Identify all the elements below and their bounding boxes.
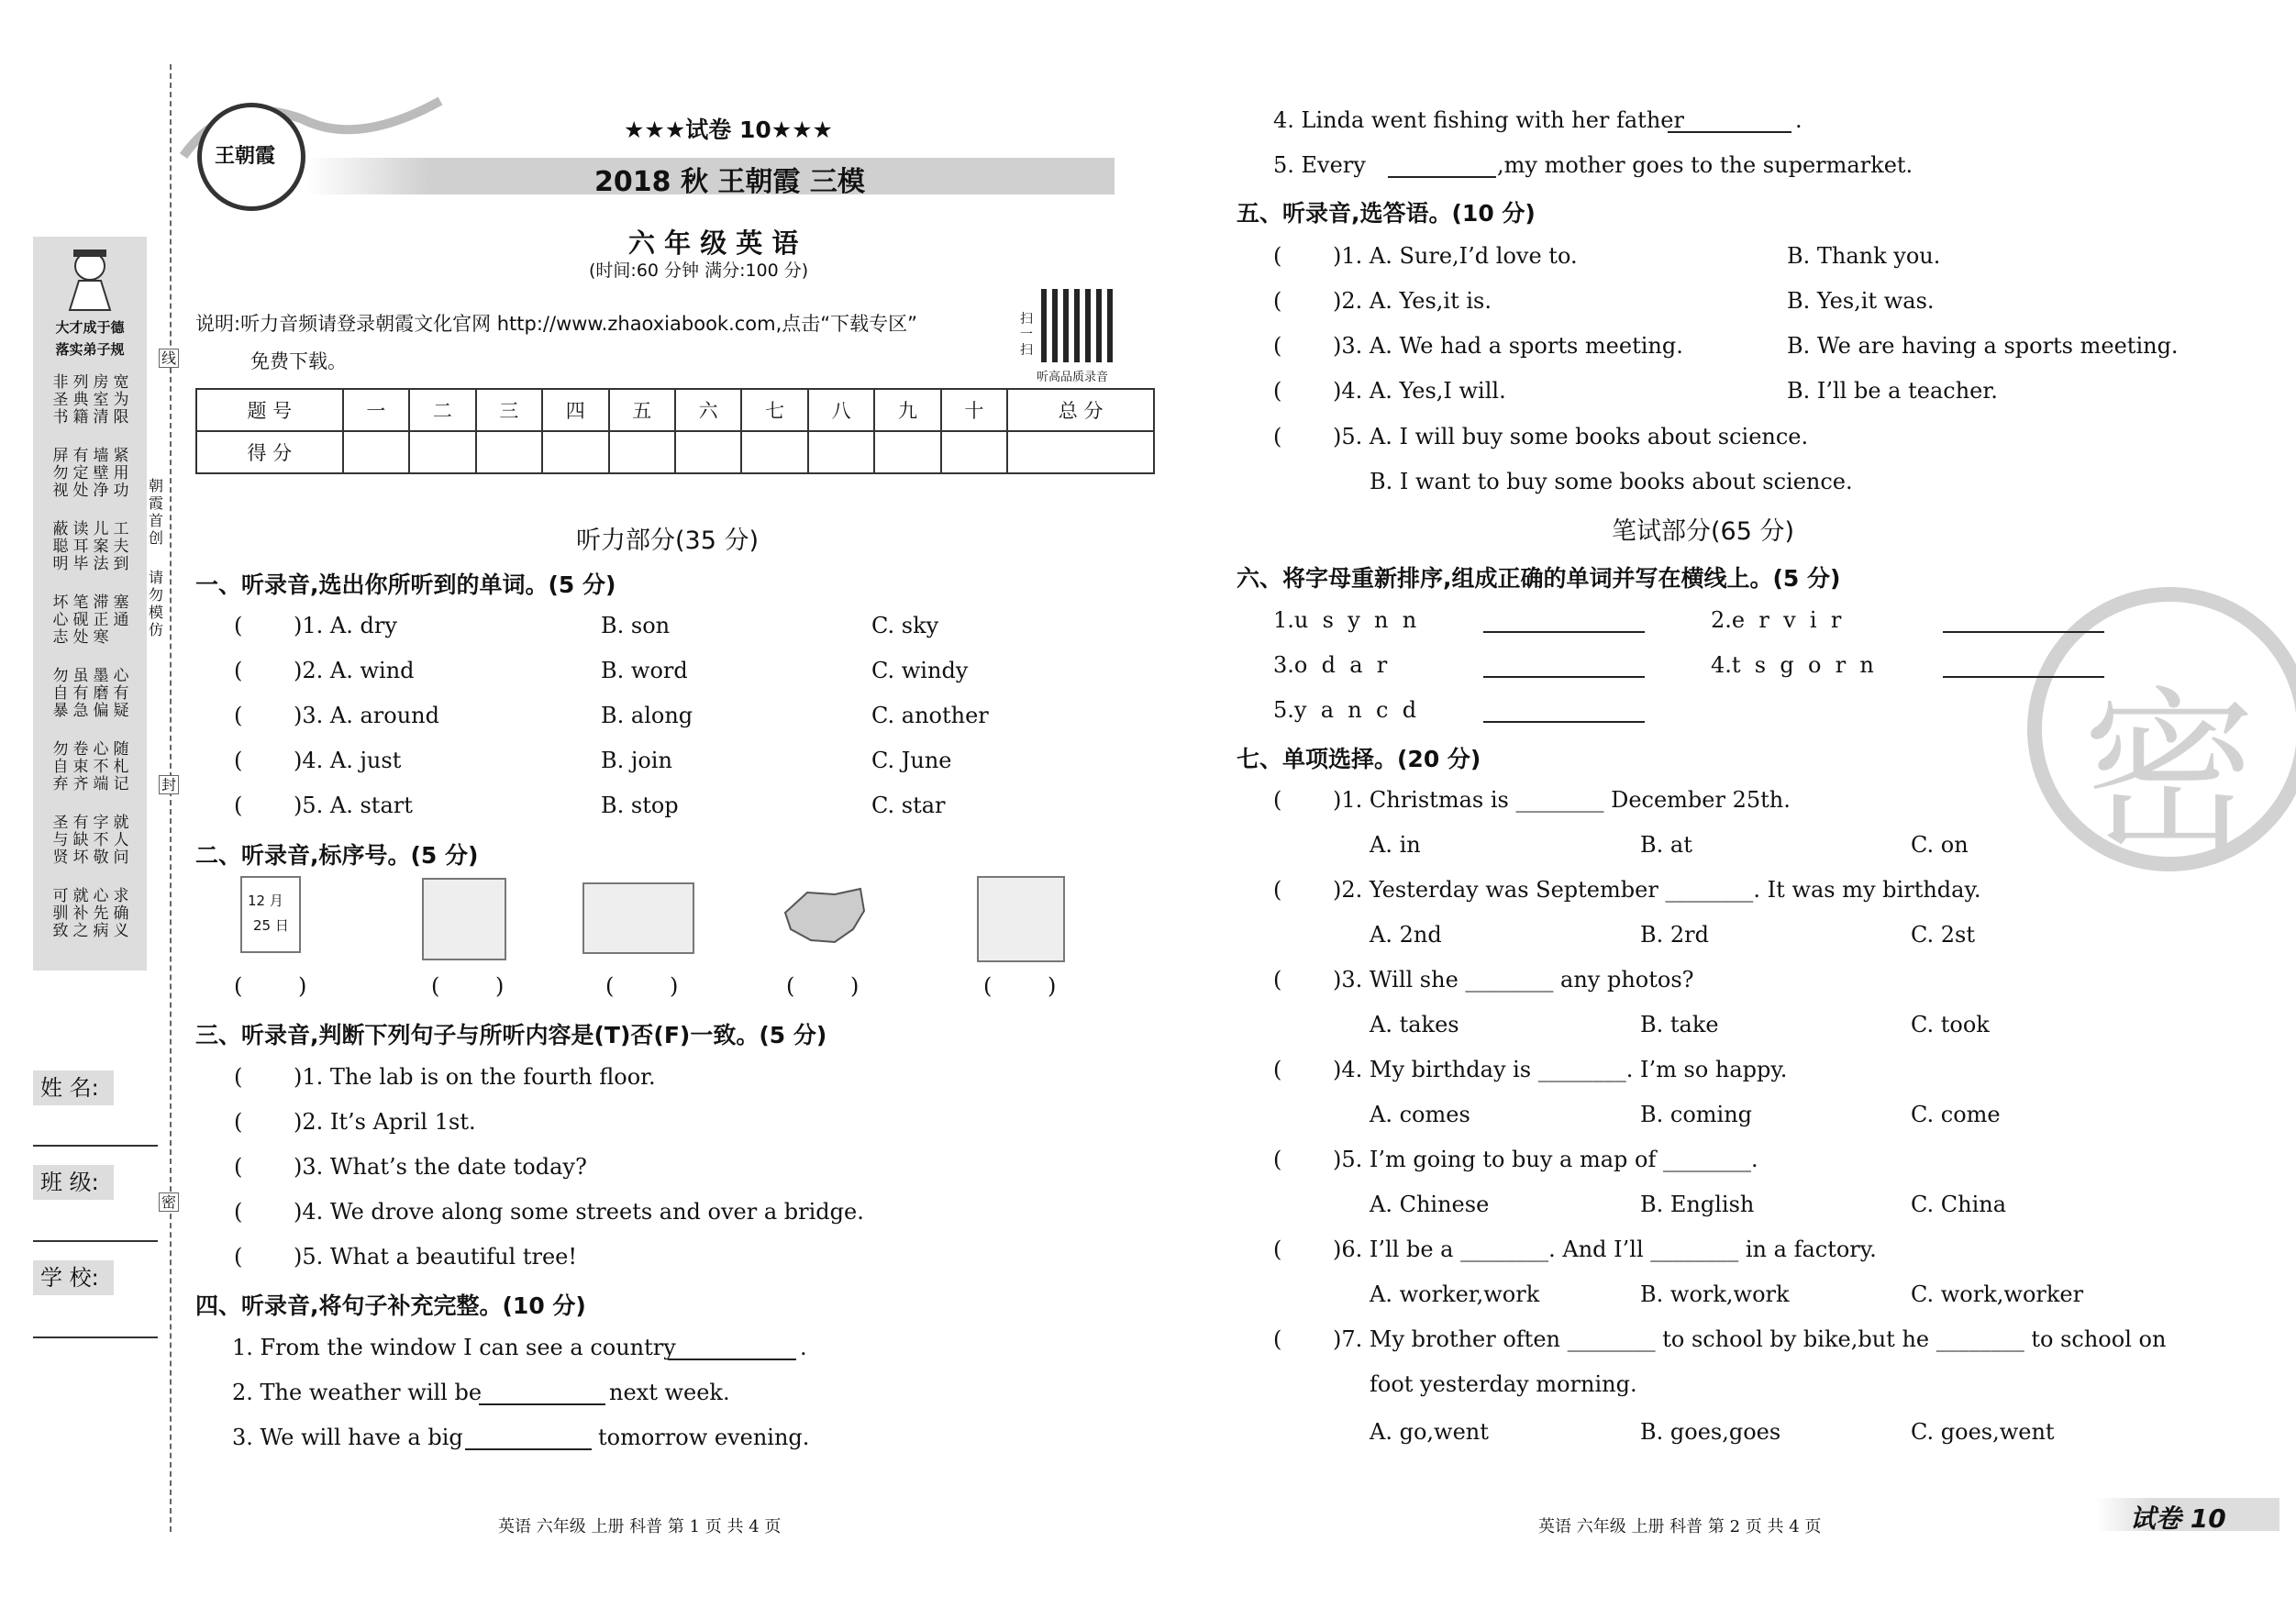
section-7-title: 七、单项选择。(20 分)	[1237, 746, 1481, 772]
poem-column: 列典籍	[72, 373, 89, 427]
answer-bracket[interactable]: (	[1273, 1326, 1326, 1352]
poem-column: 宽为限	[113, 373, 129, 427]
option-a: A. Chinese	[1370, 1192, 1490, 1217]
option-c: C. China	[1911, 1192, 2007, 1217]
answer-bracket[interactable]: (	[234, 1154, 287, 1180]
school-label: 学 校:	[33, 1260, 114, 1295]
cut-mark-3: 密	[159, 1192, 179, 1212]
score-cell[interactable]	[874, 431, 940, 473]
score-cell[interactable]	[476, 431, 542, 473]
choice-a: )1. A. Sure,I’d love to.	[1333, 243, 1578, 269]
section-5-title: 五、听录音,选答语。(10 分)	[1237, 200, 1536, 227]
answer-bracket[interactable]: (	[1273, 1147, 1326, 1172]
fill-in-sentence-end: .	[1795, 107, 1802, 133]
name-field[interactable]	[33, 1145, 158, 1147]
score-cell[interactable]	[941, 431, 1007, 473]
option-a: A. in	[1370, 832, 1421, 858]
question-item: )4. My birthday is ________. I’m so happy.	[1333, 1057, 1788, 1082]
answer-bracket-close: )	[1048, 973, 1057, 999]
option-b: B. 2rd	[1640, 922, 1709, 948]
answer-blank[interactable]	[1943, 676, 2104, 678]
question-item: )3. A. around	[294, 703, 439, 728]
fill-in-sentence: 2. The weather will be	[232, 1380, 482, 1405]
option-c: C. on	[1911, 832, 1969, 858]
brand-logo: 王朝霞	[197, 103, 305, 211]
question-item: )1. A. dry	[294, 613, 397, 638]
score-table-col-header: 六	[675, 389, 741, 431]
cut-mark-2: 封	[159, 775, 179, 794]
poem-column: 字不敬	[93, 814, 109, 867]
answer-bracket[interactable]: (	[234, 973, 287, 999]
fill-in-sentence: 5. Every	[1273, 152, 1366, 178]
section-6-title: 六、将字母重新排序,组成正确的单词并写在横线上。(5 分)	[1237, 565, 1841, 592]
option-c: C. work,worker	[1911, 1281, 2084, 1307]
time-note: (时间:60 分钟 满分:100 分)	[589, 261, 809, 281]
section-1-title: 一、听录音,选出你所听到的单词。(5 分)	[195, 571, 616, 598]
china-map-picture	[780, 885, 868, 951]
answer-bracket[interactable]: (	[605, 973, 659, 999]
answer-bracket[interactable]: (	[234, 793, 287, 818]
poem-column: 求确义	[113, 887, 129, 940]
poem-column: 紧用功	[113, 447, 129, 500]
banner-title: 2018 秋 王朝霞 三模	[594, 166, 865, 198]
fill-in-sentence-end: tomorrow evening.	[598, 1425, 810, 1450]
footer-left: 英语 六年级 上册 科普 第 1 页 共 4 页	[498, 1517, 782, 1536]
option-b: B. along	[601, 703, 693, 728]
lake-picture	[582, 882, 694, 954]
score-table-col-header: 总 分	[1007, 389, 1154, 431]
answer-bracket-close: )	[298, 973, 307, 999]
score-table-col-header: 五	[609, 389, 675, 431]
poem-column: 心先病	[93, 887, 109, 940]
score-cell[interactable]	[1007, 431, 1154, 473]
scrambled-word: 3.o d a r	[1273, 652, 1388, 678]
option-a: A. worker,work	[1370, 1281, 1540, 1307]
option-b: B. English	[1640, 1192, 1755, 1217]
answer-bracket[interactable]: (	[234, 1199, 287, 1225]
fill-in-sentence-end: ,my mother goes to the supermarket.	[1497, 152, 1913, 178]
question-item: )6. I’ll be a ________. And I’ll ________ in a factory.	[1333, 1237, 1877, 1262]
option-c: C. windy	[871, 658, 969, 683]
cut-mark-1: 线	[159, 349, 179, 368]
poem-column: 圣与贤	[52, 814, 69, 867]
seal-stamp-char: 密	[2082, 671, 2257, 874]
question-item: )1. The lab is on the fourth floor.	[294, 1064, 656, 1090]
question-item: )3. What’s the date today?	[294, 1154, 587, 1180]
qr-caption: 听高品质录音	[1037, 371, 1109, 384]
calendar-day: 25 日	[253, 917, 289, 934]
poem-column: 随札记	[113, 740, 129, 793]
choice-b: B. I want to buy some books about science.	[1370, 469, 1853, 494]
sidebar-motto-box	[33, 237, 147, 970]
choice-a: )2. A. Yes,it is.	[1333, 288, 1492, 314]
answer-bracket[interactable]: (	[1273, 967, 1326, 993]
instruction-line-2: 免费下载。	[250, 350, 347, 372]
option-c: C. star	[871, 793, 946, 818]
poem-column: 勿自暴	[52, 667, 69, 720]
party-picture	[422, 878, 506, 960]
option-b: B. word	[601, 658, 688, 683]
score-table-col-header: 十	[941, 389, 1007, 431]
class-label: 班 级:	[33, 1165, 114, 1200]
score-cell[interactable]	[343, 431, 409, 473]
section-2-title: 二、听录音,标序号。(5 分)	[195, 842, 479, 869]
poem-column: 蔽聪明	[52, 520, 69, 573]
score-cell[interactable]	[808, 431, 874, 473]
answer-bracket[interactable]: (	[1273, 333, 1326, 359]
question-item: )7. My brother often ________ to school by bike,but he ________ to school on	[1333, 1326, 2167, 1352]
fill-in-blank[interactable]	[1668, 131, 1791, 133]
question-item-continued: foot yesterday morning.	[1370, 1371, 1637, 1397]
footer-right: 英语 六年级 上册 科普 第 2 页 共 4 页	[1538, 1517, 1822, 1536]
poem-column: 儿案法	[93, 520, 109, 573]
exam-number: ★★★试卷 10★★★	[624, 116, 833, 143]
option-a: A. 2nd	[1370, 922, 1442, 948]
cut-line	[170, 64, 172, 1532]
fill-in-blank[interactable]	[668, 1359, 796, 1360]
choice-a: )5. A. I will buy some books about science.	[1333, 424, 1809, 449]
poem-column: 虽有急	[72, 667, 89, 720]
poem-column: 墨磨偏	[93, 667, 109, 720]
option-c: C. took	[1911, 1012, 1990, 1037]
poem-column: 笔砚处	[72, 593, 89, 647]
option-c: C. another	[871, 703, 989, 728]
poem-column: 房室清	[93, 373, 109, 427]
listening-title: 听力部分(35 分)	[576, 527, 760, 555]
writing-title: 笔试部分(65 分)	[1612, 517, 1795, 546]
option-a: A. takes	[1370, 1012, 1459, 1037]
calendar-month: 12 月	[248, 893, 283, 909]
poem-column: 心不端	[93, 740, 109, 793]
score-table-col-header: 八	[808, 389, 874, 431]
score-table-col-header: 四	[542, 389, 608, 431]
name-label: 姓 名:	[33, 1070, 114, 1105]
answer-bracket[interactable]: (	[234, 748, 287, 773]
poem-column: 勿自弃	[52, 740, 69, 793]
class-field[interactable]	[33, 1240, 158, 1242]
score-table-header-row	[196, 389, 1154, 431]
fill-in-sentence: 1. From the window I can see a country	[232, 1335, 676, 1360]
score-cell[interactable]	[609, 431, 675, 473]
option-c: C. goes,went	[1911, 1419, 2055, 1445]
footer-corner-label: 试卷 10	[2130, 1503, 2226, 1534]
option-b: B. work,work	[1640, 1281, 1790, 1307]
section-4-title: 四、听录音,将句子补充完整。(10 分)	[195, 1292, 586, 1319]
score-table-col-header: 七	[741, 389, 807, 431]
question-item: )2. It’s April 1st.	[294, 1109, 476, 1135]
poem-column: 有定处	[72, 447, 89, 500]
question-item: )4. A. just	[294, 748, 402, 773]
choice-b: B. We are having a sports meeting.	[1787, 333, 2179, 359]
score-table-col-header: 三	[476, 389, 542, 431]
answer-blank[interactable]	[1483, 676, 1645, 678]
answer-bracket-close: )	[495, 973, 505, 999]
score-table-col-header: 一	[343, 389, 409, 431]
score-cell[interactable]	[675, 431, 741, 473]
poem-column: 塞通	[113, 593, 129, 629]
option-b: B. stop	[601, 793, 679, 818]
question-item: )5. A. start	[294, 793, 413, 818]
answer-bracket[interactable]: (	[1273, 1057, 1326, 1082]
fill-in-blank[interactable]	[465, 1448, 592, 1450]
answer-bracket[interactable]: (	[234, 613, 287, 638]
answer-bracket[interactable]: (	[1273, 1237, 1326, 1262]
subject-title: 六 年 级 英 语	[628, 227, 799, 259]
poem-column: 可驯致	[52, 887, 69, 940]
score-cell[interactable]	[542, 431, 608, 473]
option-b: B. join	[601, 748, 672, 773]
option-a: A. comes	[1370, 1102, 1470, 1127]
motto-line-2: 落实弟子规	[55, 341, 125, 358]
option-b: B. son	[601, 613, 671, 638]
option-c: C. 2st	[1911, 922, 1975, 948]
poem-column: 就人问	[113, 814, 129, 867]
vertical-note-2: 请勿模仿	[148, 569, 163, 638]
scrambled-word: 1.u s y n n	[1273, 607, 1417, 633]
answer-bracket[interactable]: (	[1273, 288, 1326, 314]
answer-bracket-close: )	[850, 973, 860, 999]
score-row-label: 得 分	[196, 431, 343, 473]
question-item: )5. What a beautiful tree!	[294, 1244, 577, 1270]
option-b: B. goes,goes	[1640, 1419, 1781, 1445]
answer-bracket[interactable]: (	[234, 658, 287, 683]
answer-bracket[interactable]: (	[431, 973, 484, 999]
answer-blank[interactable]	[1483, 631, 1645, 633]
section-3-title: 三、听录音,判断下列句子与所听内容是(T)否(F)一致。(5 分)	[195, 1022, 827, 1048]
fill-in-sentence-end: .	[800, 1335, 807, 1360]
score-table	[195, 388, 1155, 474]
poem-column: 心有疑	[113, 667, 129, 720]
question-item: )1. Christmas is ________ December 25th.	[1333, 787, 1791, 813]
motto-line-1: 大才成于德	[55, 319, 125, 336]
qr-side-note: 扫一扫	[1020, 312, 1033, 358]
score-cell[interactable]	[409, 431, 475, 473]
choice-b: B. I’ll be a teacher.	[1787, 378, 1998, 404]
poem-column: 屏勿视	[52, 447, 69, 500]
scrambled-word: 2.e r v i r	[1711, 607, 1842, 633]
answer-bracket[interactable]: (	[1273, 877, 1326, 903]
answer-bracket[interactable]: (	[234, 1244, 287, 1270]
school-field[interactable]	[33, 1336, 158, 1338]
choice-a: )4. A. Yes,I will.	[1333, 378, 1506, 404]
option-b: B. at	[1640, 832, 1692, 858]
answer-bracket[interactable]: (	[786, 973, 839, 999]
poem-column: 就补之	[72, 887, 89, 940]
scholar-illustration	[61, 246, 119, 312]
choice-b: B. Yes,it was.	[1787, 288, 1935, 314]
option-c: C. sky	[871, 613, 939, 638]
answer-bracket-close: )	[670, 973, 679, 999]
instruction-line-1: 说明:听力音频请登录朝霞文化官网 http://www.zhaoxiabook.com,点击“下载专区”	[195, 313, 918, 335]
answer-bracket[interactable]: (	[234, 703, 287, 728]
score-table-col-header: 二	[409, 389, 475, 431]
building-picture	[977, 876, 1065, 962]
fill-in-sentence: 4. Linda went fishing with her father	[1273, 107, 1684, 133]
score-table-score-row	[196, 431, 1154, 473]
fill-in-blank[interactable]	[479, 1403, 605, 1405]
poem-column: 工夫到	[113, 520, 129, 573]
answer-bracket[interactable]: (	[1273, 424, 1326, 449]
answer-blank[interactable]	[1943, 631, 2104, 633]
fill-in-sentence: 3. We will have a big	[232, 1425, 463, 1450]
fill-in-blank[interactable]	[1388, 176, 1496, 178]
answer-bracket[interactable]: (	[234, 1109, 287, 1135]
poem-column: 读耳毕	[72, 520, 89, 573]
qr-code-icon[interactable]	[1041, 289, 1115, 362]
option-b: B. coming	[1640, 1102, 1753, 1127]
poem-column: 有缺坏	[72, 814, 89, 867]
answer-bracket[interactable]: (	[1273, 243, 1326, 269]
score-table-label: 题 号	[196, 389, 343, 431]
poem-column: 卷束齐	[72, 740, 89, 793]
question-item: )3. Will she ________ any photos?	[1333, 967, 1694, 993]
calendar-picture	[240, 876, 301, 953]
score-cell[interactable]	[741, 431, 807, 473]
question-item: )2. A. wind	[294, 658, 415, 683]
choice-b: B. Thank you.	[1787, 243, 1941, 269]
question-item: )4. We drove along some streets and over a bridge.	[294, 1199, 864, 1225]
poem-column: 墙壁净	[93, 447, 109, 500]
answer-bracket[interactable]: (	[1273, 378, 1326, 404]
fill-in-sentence-end: next week.	[609, 1380, 730, 1405]
answer-bracket[interactable]: (	[234, 1064, 287, 1090]
vertical-note-1: 朝霞首创	[148, 477, 163, 547]
answer-blank[interactable]	[1483, 721, 1645, 723]
poem-column: 坏心志	[52, 593, 69, 647]
question-item: )2. Yesterday was September ________. It was my birthday.	[1333, 877, 1981, 903]
question-item: )5. I’m going to buy a map of ________.	[1333, 1147, 1758, 1172]
option-b: B. take	[1640, 1012, 1719, 1037]
poem-column: 非圣书	[52, 373, 69, 427]
answer-bracket[interactable]: (	[1273, 787, 1326, 813]
score-table-col-header: 九	[874, 389, 940, 431]
scrambled-word: 4.t s g o r n	[1711, 652, 1874, 678]
option-c: C. June	[871, 748, 952, 773]
answer-bracket[interactable]: (	[983, 973, 1037, 999]
choice-a: )3. A. We had a sports meeting.	[1333, 333, 1683, 359]
poem-column: 滞正寒	[93, 593, 109, 647]
option-a: A. go,went	[1370, 1419, 1489, 1445]
option-c: C. come	[1911, 1102, 2001, 1127]
scrambled-word: 5.y a n c d	[1273, 697, 1417, 723]
